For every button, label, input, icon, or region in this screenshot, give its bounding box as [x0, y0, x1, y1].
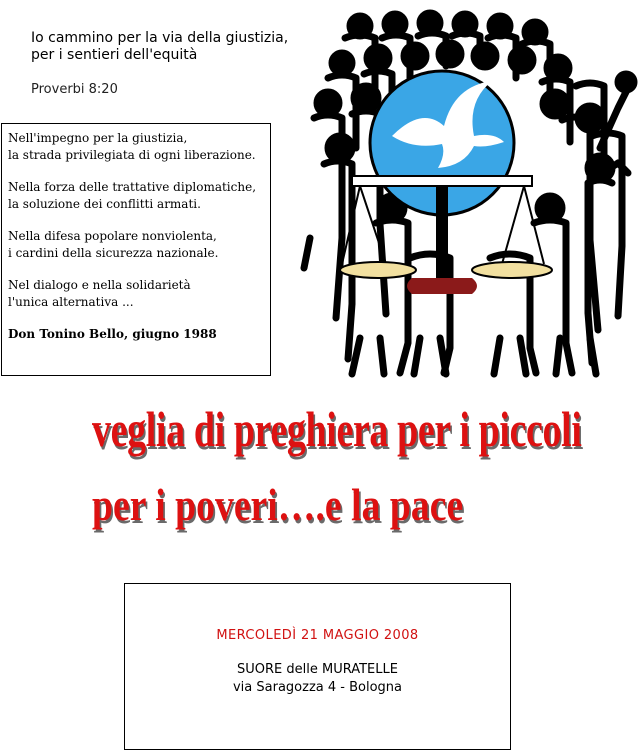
event-place-line-2: via Saragozza 4 - Bologna — [232, 680, 402, 695]
event-place — [125, 661, 510, 697]
quote-box — [1, 123, 271, 376]
quote-line: la strada privilegiata di ogni liberazione. — [8, 147, 256, 162]
quote-signature: Don Tonino Bello, giugno 1988 — [8, 327, 217, 341]
quote-paragraph-4 — [8, 277, 264, 310]
right-scale-plate — [472, 262, 552, 278]
verse-line-2: per i sentieri dell'equità — [31, 47, 198, 63]
quote-line: Nel dialogo e nella solidarietà — [8, 278, 191, 292]
scale-pillar — [436, 186, 448, 286]
verse-line-1: Io cammino per la via della giustizia, — [31, 30, 289, 46]
event-date: MERCOLEDÌ 21 MAGGIO 2008 — [216, 628, 419, 643]
crowd-scale-illustration — [300, 8, 640, 380]
headline-line-2: per i poveri….e la pace — [92, 479, 464, 530]
quote-line: i cardini della sicurezza nazionale. — [8, 245, 219, 260]
scale-beam — [352, 176, 532, 186]
quote-line: la soluzione dei conflitti armati. — [8, 196, 201, 211]
event-box — [124, 583, 511, 750]
headline-line-1: veglia di preghiera per i piccoli — [92, 401, 582, 457]
quote-line: Nella difesa popolare nonviolenta, — [8, 229, 217, 243]
left-scale-plate — [340, 262, 416, 278]
quote-paragraph-2 — [8, 179, 264, 212]
verse-reference: Proverbi 8:20 — [31, 82, 118, 97]
quote-line: Nell'impegno per la giustizia, — [8, 131, 188, 145]
quote-line: l'unica alternativa ... — [8, 294, 134, 309]
quote-paragraph-3 — [8, 228, 264, 261]
quote-paragraph-1 — [8, 130, 264, 163]
scale-cloth — [407, 278, 477, 294]
quote-line: Nella forza delle trattative diplomatiche, — [8, 180, 257, 194]
verse-lines — [31, 30, 288, 64]
event-place-line-1: SUORE delle MURATELLE — [237, 662, 398, 677]
